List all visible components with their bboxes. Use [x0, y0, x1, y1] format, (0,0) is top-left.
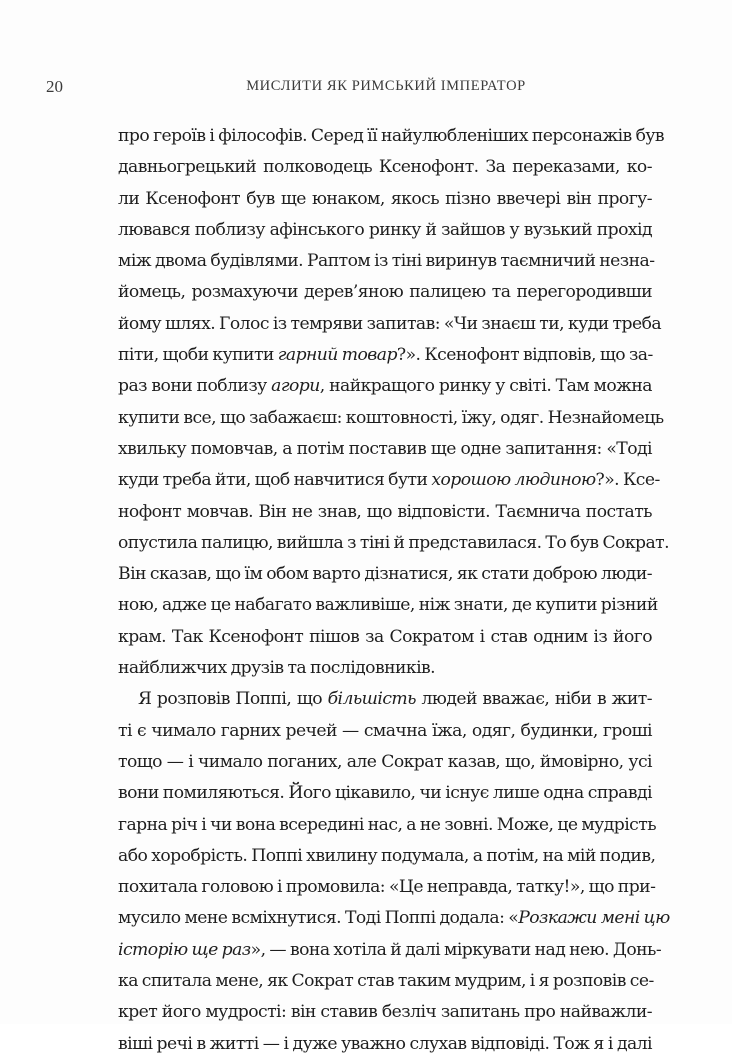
text-line: тощо — і чимало поганих, але Сократ казав, що, ймовірно, усі [118, 751, 652, 772]
text-line: куди треба йти, щоб навчитися бути хорошою людиною?». Ксе- [118, 470, 660, 491]
text-line: вони помиляються. Його цікавило, чи існує лише одна справді [118, 783, 652, 804]
text-line: крет його мудрості: він ставив безліч запитань про найважли- [118, 1002, 652, 1023]
text-line: купити все, що забажаєш: коштовності, їжу, одяг. Незнайомець [118, 407, 664, 428]
text-line: історію ще раз», — вона хотіла й далі міркувати над нею. Донь- [118, 939, 662, 960]
emphasis: історію ще раз [118, 939, 251, 960]
text-line: похитала головою і промовила: «Це неправда, татку!», що при- [118, 877, 656, 898]
text-line: нофонт мовчав. Він не знав, що відповісти. Таємнича постать [118, 501, 652, 522]
text-line: йому шлях. Голос із темряви запитав: «Чи знаєш ти, куди треба [118, 313, 662, 334]
running-title: МИСЛИТИ ЯК РИМСЬКИЙ ІМПЕРАТОР [246, 78, 526, 94]
emphasis: більшість [327, 689, 416, 710]
text-line: опустила палицю, вийшла з тіні й представилася. То був Сократ. [118, 532, 670, 553]
text-line: найближчих друзів та послідовників. [118, 658, 436, 679]
page-number: 20 [46, 77, 63, 96]
text-line: йомець, розмахуючи дерев’яною палицею та перегородивши [118, 282, 652, 303]
text-line: мусило мене всміхнутися. Тоді Поппі додала: «Розкажи мені цю [118, 908, 670, 929]
emphasis: агори [271, 376, 320, 397]
text-line: ті є чимало гарних речей — смачна їжа, одяг, будинки, гроші [118, 720, 652, 741]
emphasis: Розкажи мені цю [518, 908, 670, 929]
emphasis: хорошою людиною [431, 470, 596, 491]
text-line: або хоробрість. Поппі хвилину подумала, а потім, на мій подив, [118, 845, 656, 866]
text-line: давньогрецький полководець Ксенофонт. За переказами, ко- [118, 157, 652, 178]
text-line: лювався поблизу афінського ринку й зайшов у вузький прохід [118, 219, 652, 240]
emphasis: гарний товар [277, 345, 397, 366]
text-line: хвильку помовчав, а потім поставив ще одне запитання: «Тоді [118, 438, 652, 459]
text-line: віші речі в житті — і дуже уважно слухав відповіді. Тож я і далі [118, 1033, 652, 1054]
text-line: Я розповів Поппі, що більшість людей вважає, ніби в жит- [138, 689, 652, 710]
text-line: піти, щоби купити гарний товар?». Ксенофонт відповів, що за- [118, 345, 653, 366]
text-line: про героїв і філософів. Серед її найулюбленіших персонажів був [118, 126, 665, 146]
text-line: ка спитала мене, як Сократ став таким мудрим, і я розповів се- [118, 971, 654, 992]
text-line: раз вони поблизу агори, найкращого ринку у світі. Там можна [118, 376, 652, 397]
text-line: гарна річ і чи вона всередині нас, а не зовні. Може, це мудрість [118, 814, 657, 835]
text-line: між двома будівлями. Раптом із тіні виринув таємничий незна- [118, 251, 655, 272]
text-line: ли Ксенофонт був ще юнаком, якось пізно ввечері він прогу- [118, 188, 652, 209]
text-line: Він сказав, що їм обом варто дізнатися, як стати доброю люди- [118, 564, 652, 585]
text-line: ною, адже це набагато важливіше, ніж знати, де купити різний [118, 595, 658, 616]
text-line: крам. Так Ксенофонт пішов за Сократом і став одним із його [118, 626, 652, 647]
body-text [118, 121, 670, 1060]
